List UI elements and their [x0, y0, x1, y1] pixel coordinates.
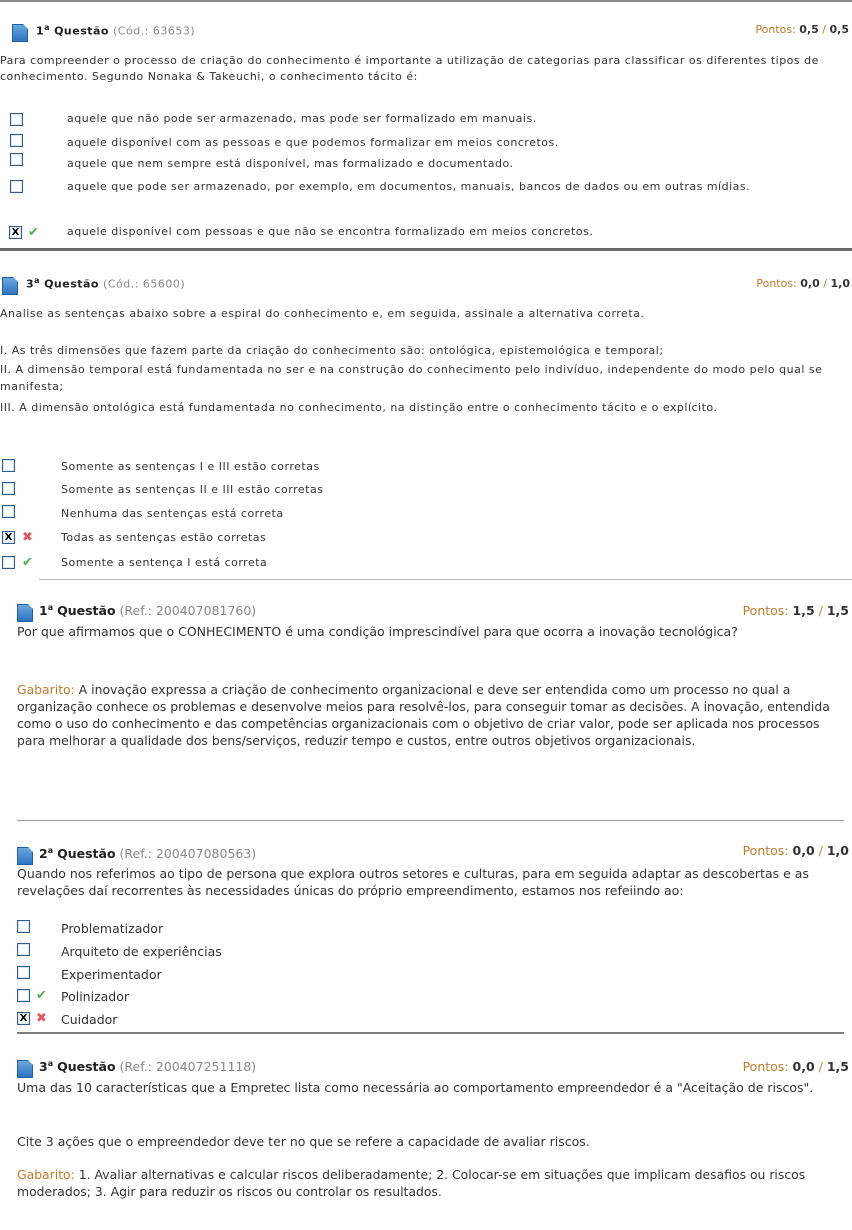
document-icon [2, 277, 18, 295]
option-text: aquele que pode ser armazenado, por exemplo, em documentos, manuais, bancos de dados ou em outras mídias. [67, 180, 751, 193]
question-ref-2 [0, 821, 852, 1033]
option-text: Nenhuma das sentenças está correta [61, 507, 284, 520]
option-text: Somente a sentença I está correta [61, 556, 268, 569]
checkbox[interactable] [2, 556, 15, 569]
document-icon [17, 1060, 33, 1078]
points: Pontos: 0,0 / 1,0 [742, 843, 849, 858]
option-text: Somente as sentenças I e III estão corretas [61, 460, 320, 473]
checkbox[interactable] [2, 459, 15, 472]
option-text: Problematizador [61, 921, 164, 936]
question-text: Para compreender o processo de criação do conhecimento é importante a utilização de categorias para classificar os diferentes tipos de conhecimento. Segundo Nonaka & Takeuchi, o conhecimento tácito é: [0, 54, 819, 83]
question-title: 2$^a$ Questão (Ref.: 200407080563) [39, 846, 257, 862]
question-header [17, 843, 852, 867]
checkbox[interactable] [10, 113, 23, 126]
answer-key [17, 1166, 849, 1200]
answer-text: 1. Avaliar alternativas e calcular riscos deliberadamente; 2. Colocar-se em situações que implicam desafios ou riscos moderados; 3. Agir para reduzir os riscos ou controlar os resultados. [17, 1167, 806, 1199]
check-icon: ✔ [22, 555, 33, 570]
question-title: 3$^a$ Questão (Cód.: 65600) [26, 276, 186, 291]
checkbox[interactable] [2, 505, 15, 518]
points: Pontos: 0,0 / 1,5 [742, 1059, 849, 1074]
option-text: Arquiteto de experiências [61, 944, 222, 959]
answer-text: A inovação expressa a criação de conhecimento organizacional e deve ser entendida como um processo no qual a organização conhece os problemas e desenvolve meios para resolvê-los, para conseguir tomar as decisões. A inovação, entendida como o uso do conhecimento e das competências organizacionais com o objetivo de criar valor, pode ser aplicada nos processos para melhorar a qualidade dos bens/serviços, reduzir tempo e custos, entre outros objetivos organizacionais. [17, 682, 830, 748]
option-text: aquele disponível com pessoas e que não se encontra formalizado em meios concretos. [67, 225, 594, 238]
checkbox[interactable] [17, 943, 30, 956]
document-icon [17, 847, 33, 865]
statement: I. As três dimensões que fazem parte da criação do conhecimento são: ontológica, epistemológica e temporal; [0, 344, 664, 357]
question-header [17, 604, 852, 624]
checkbox[interactable] [10, 134, 23, 147]
statement: II. A dimensão temporal está fundamentada no ser e na construção do conhecimento pelo indivíduo, independente do modo pelo qual se manifesta; [0, 363, 823, 393]
checkbox[interactable] [2, 482, 15, 495]
question-prompt: Cite 3 ações que o empreendedor deve ter no que se refere a capacidade de avaliar riscos. [17, 1134, 590, 1149]
option-text: Somente as sentenças II e III estão corretas [61, 483, 324, 496]
option-text: Polinizador [61, 989, 130, 1004]
points: Pontos: 0,0 / 1,0 [756, 277, 850, 290]
question-header [17, 1060, 852, 1080]
document-icon [17, 604, 33, 622]
wrong-icon: ✖ [36, 1011, 47, 1026]
question-3 [0, 251, 852, 581]
checkbox[interactable] [10, 153, 23, 166]
question-text: Uma das 10 características que a Empretec lista como necessária ao comportamento empreendedor é a "Aceitação de riscos". [17, 1080, 814, 1095]
question-title: 3$^a$ Questão (Ref.: 200407251118) [39, 1059, 257, 1075]
option-text: Todas as sentenças estão corretas [61, 531, 267, 544]
points: Pontos: 0,5 / 0,5 [755, 23, 849, 36]
checkbox[interactable] [17, 920, 30, 933]
question-text: Analise as sentenças abaixo sobre a espiral do conhecimento e, em seguida, assinale a alternativa correta. [0, 307, 645, 320]
question-header [12, 24, 852, 44]
checkbox[interactable] [17, 966, 30, 979]
question-title: 1$^a$ Questão (Cód.: 63653) [36, 23, 196, 38]
option-text: aquele que não pode ser armazenado, mas pode ser formalizado em manuais. [67, 112, 537, 125]
question-ref-1 [0, 580, 852, 820]
points: Pontos: 1,5 / 1,5 [742, 603, 849, 618]
document-icon [12, 24, 28, 42]
checkbox[interactable] [10, 180, 23, 193]
answer-label: Gabarito: [17, 682, 75, 697]
option-text: aquele disponível com as pessoas e que podemos formalizar em meios concretos. [67, 136, 559, 149]
question-1 [0, 0, 852, 250]
selected-checkbox[interactable]: X [17, 1012, 30, 1025]
check-icon: ✔ [36, 988, 47, 1003]
question-text: Por que afirmamos que o CONHECIMENTO é uma condição imprescindível para que ocorra a inovação tecnológica? [17, 624, 738, 639]
statement: III. A dimensão ontológica está fundamentada no conhecimento, na distinção entre o conhecimento tácito e o explícito. [0, 401, 718, 414]
check-icon: ✔ [28, 225, 39, 240]
selected-checkbox[interactable]: X [2, 531, 15, 544]
question-text: Quando nos referimos ao tipo de persona que explora outros setores e culturas, para em seguida adaptar as descobertas e as revelações daí recorrentes às necessidades únicas do próprio empreendimento, estamos nos refeiindo ao: [17, 866, 809, 898]
option-text: aquele que nem sempre está disponível, mas formalizado e documentado. [67, 157, 514, 170]
question-header [2, 277, 852, 297]
selected-checkbox[interactable]: X [9, 226, 22, 239]
checkbox[interactable] [17, 989, 30, 1002]
question-title: 1$^a$ Questão (Ref.: 200407081760) [39, 603, 257, 619]
wrong-icon: ✖ [22, 530, 33, 545]
question-ref-3 [0, 1034, 852, 1230]
answer-label: Gabarito: [17, 1167, 75, 1182]
option-text: Cuidador [61, 1012, 118, 1027]
answer-key [17, 681, 849, 749]
option-text: Experimentador [61, 967, 162, 982]
